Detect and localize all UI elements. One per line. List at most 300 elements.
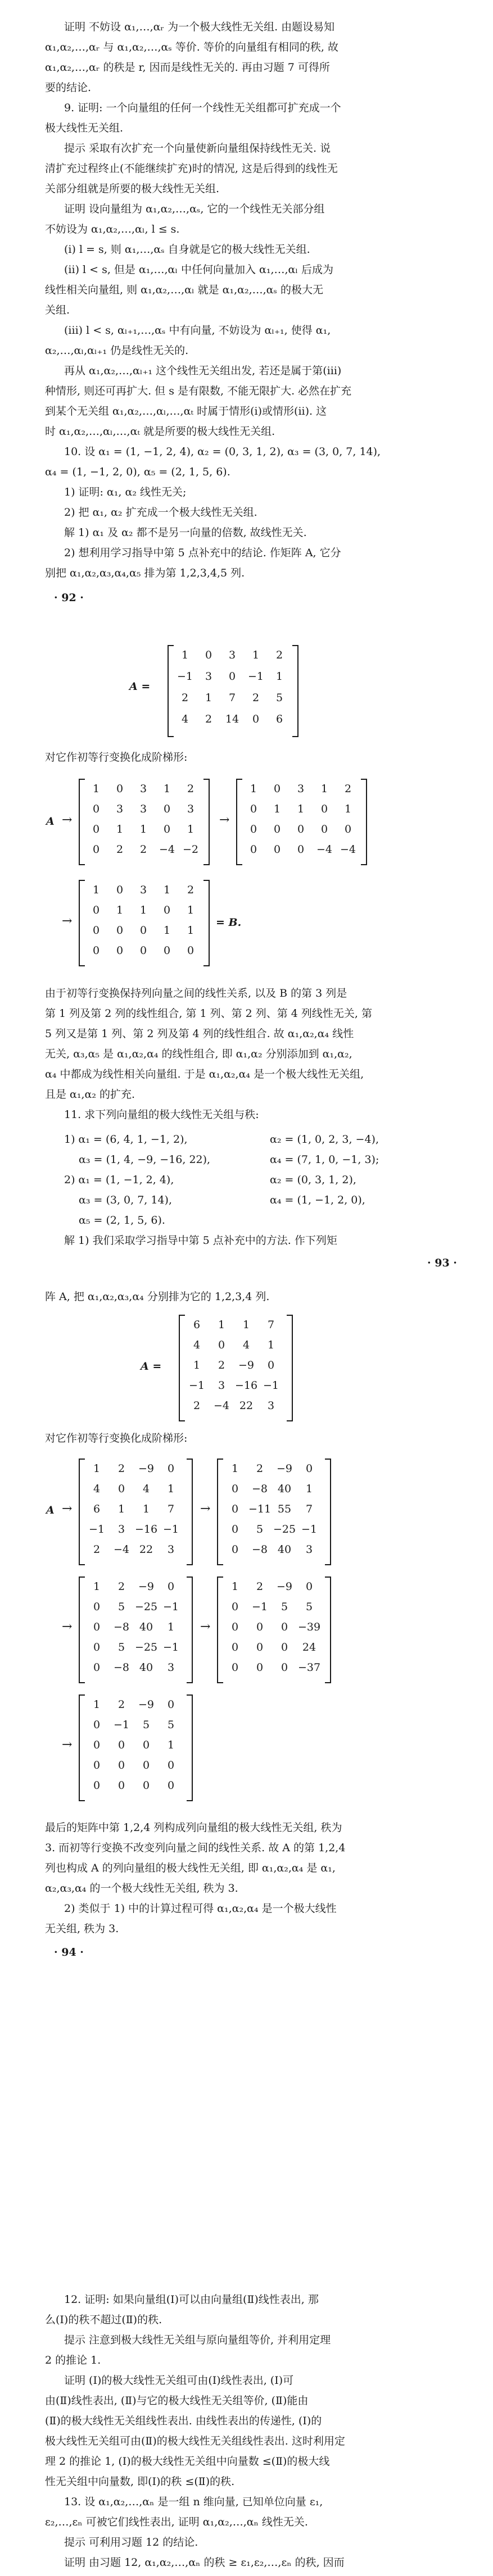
matrix-cell: 7 xyxy=(167,1503,175,1515)
matrix-cell: 1 xyxy=(205,692,212,704)
matrix-cell: −4 xyxy=(113,1543,129,1556)
matrix-A xyxy=(129,640,365,742)
matrix-cell: 1 xyxy=(231,1580,239,1593)
matrix-cell: 0 xyxy=(92,843,100,856)
matrix-cell: −11 xyxy=(248,1503,272,1515)
matrix-cell: 4 xyxy=(93,1483,101,1495)
matrix-cell: 1 xyxy=(92,884,100,896)
matrix-cell: 0 xyxy=(116,944,124,957)
matrix-cell: −16 xyxy=(234,1379,258,1392)
matrix-cell: 7 xyxy=(305,1503,313,1515)
matrix-cell: 0 xyxy=(250,803,257,815)
matrix-cell: −8 xyxy=(251,1543,268,1556)
matrix-label-A: A xyxy=(46,815,55,828)
arrow-icon: → xyxy=(62,914,73,928)
matrix-cell: 1 xyxy=(187,823,195,835)
text-line: 1) 证明: α₁, α₂ 线性无关; xyxy=(64,486,187,498)
matrix-cell: 2 xyxy=(218,1359,225,1371)
page-94-intro: 阵 A, 把 α₁,α₂,α₃,α₄ 分别排为它的 1,2,3,4 列. xyxy=(45,1291,270,1303)
matrix-cell: 1 xyxy=(167,1739,175,1751)
matrix-cell: 7 xyxy=(267,1319,275,1331)
matrix-cell: 0 xyxy=(231,1621,239,1633)
matrix-cell: 0 xyxy=(93,1779,101,1792)
matrix-cell: 0 xyxy=(187,944,195,957)
matrix-cell: −9 xyxy=(138,1462,154,1475)
text-line: (ii) l < s, 但是 α₁,…,αₗ 中任何向量加入 α₁,…,αₗ 后成为 xyxy=(64,263,334,276)
text-line: 解 1) α₁ 及 α₂ 都不是另一向量的倍数, 故线性无关. xyxy=(64,526,307,539)
matrix-cell: −4 xyxy=(159,843,175,856)
matrix-cell: 0 xyxy=(231,1483,239,1495)
matrix-cell: 1 xyxy=(163,783,171,795)
text-line: 理 2 的推论 1, (Ⅰ)的极大线性无关组中向量数 ≤(Ⅱ)的极大线 xyxy=(45,2455,330,2468)
problem-left: α₃ = (3, 0, 7, 14), xyxy=(79,1194,172,1206)
reduction-row-3 xyxy=(0,1691,493,1803)
right-bracket xyxy=(325,1577,331,1683)
matrix-cell: 0 xyxy=(117,1779,125,1792)
matrix-cell: 0 xyxy=(305,1462,313,1475)
matrix-cell: 2 xyxy=(344,783,352,795)
matrix-cell: 40 xyxy=(277,1543,292,1556)
problem-row xyxy=(0,1150,493,1170)
text-line: 不妨设为 α₁,α₂,…,αₗ, l ≤ s. xyxy=(45,223,180,235)
matrix-cell: 1 xyxy=(93,1698,101,1711)
text-line: α₁,α₂,…,αᵣ 的秩是 r, 因而是线性无关的. 再由习题 7 可得所 xyxy=(45,61,330,74)
matrix-cell: 1 xyxy=(163,884,171,896)
matrix-cell: 0 xyxy=(93,1719,101,1731)
text-line: α₄ = (1, −1, 2, 0), α₅ = (2, 1, 5, 6). xyxy=(45,466,230,478)
matrix-cell: 0 xyxy=(250,823,257,835)
text-line: 清扩充过程终止(不能继续扩充)时的情况, 这是后得到的线性无 xyxy=(45,162,338,175)
matrix-cell: −1 xyxy=(263,1379,279,1392)
right-bracket xyxy=(361,779,367,865)
matrix-cell: 2 xyxy=(117,1580,125,1593)
text-line: 证明 由习题 12, α₁,α₂,…,αₙ 的秩 ≥ ε₁,ε₂,…,εₙ 的秩, 因而 xyxy=(64,2556,345,2569)
matrix-cell: 0 xyxy=(273,843,281,856)
text-line: 13. 设 α₁,α₂,…,αₙ 是一组 n 维向量, 已知单位向量 ε₁, xyxy=(64,2496,323,2508)
arrow-icon: → xyxy=(62,813,73,827)
arrow-icon: → xyxy=(62,1502,73,1516)
matrix-cell: 4 xyxy=(242,1339,250,1351)
text-line: 由(Ⅱ)线性表出, (Ⅱ)与它的极大线性无关组等价, (Ⅱ)能由 xyxy=(45,2395,309,2407)
matrix-cell: −8 xyxy=(251,1483,268,1495)
problem-row xyxy=(0,1210,493,1230)
matrix-cell: −9 xyxy=(276,1462,292,1475)
matrix-cell: −1 xyxy=(188,1379,205,1392)
matrix-cell: 0 xyxy=(273,783,281,795)
matrix-cell: 0 xyxy=(163,823,171,835)
text-line: α₄ 中都成为线性相关向量组. 于是 α₁,α₂,α₄ 是一个极大线性无关组, xyxy=(45,1068,364,1080)
matrix-cell: 0 xyxy=(167,1698,175,1711)
matrix-cell: 3 xyxy=(167,1661,175,1674)
matrix-cell: 0 xyxy=(205,649,212,661)
matrix-cell: 2 xyxy=(181,692,189,704)
text-line: 无关组, 秩为 3. xyxy=(45,1923,119,1935)
matrix-cell: 2 xyxy=(117,1462,125,1475)
text-line: 且是 α₁,α₂ 的扩充. xyxy=(45,1088,135,1101)
problem-left: α₃ = (1, 4, −9, −16, 22), xyxy=(79,1153,211,1166)
matrix-cell: 0 xyxy=(297,843,305,856)
page-94-text xyxy=(0,1818,493,1939)
reduction-row-2 xyxy=(0,876,493,972)
arrow-icon: → xyxy=(62,1620,73,1634)
matrix-cell: −1 xyxy=(162,1523,179,1535)
problem-left: α₅ = (2, 1, 5, 6). xyxy=(79,1214,165,1226)
text-line: 11. 求下列向量组的极大线性无关组与秩: xyxy=(64,1108,259,1121)
matrix-cell: 7 xyxy=(228,692,236,704)
problem-left: 2) α₁ = (1, −1, 2, 4), xyxy=(64,1174,174,1186)
matrix-cell: 0 xyxy=(93,1759,101,1771)
matrix-cell: 5 xyxy=(167,1719,175,1731)
matrix-cell: 55 xyxy=(277,1503,292,1515)
text-line: 种情形, 则还可再扩大. 但 s 是有限数, 不能无限扩大. 必然在扩充 xyxy=(45,385,352,397)
matrix-cell: 2 xyxy=(252,692,260,704)
text-line: 关组. xyxy=(45,304,70,316)
matrix-cell: 0 xyxy=(231,1661,239,1674)
text-line: (iii) l < s, αₗ₊₁,…,αₛ 中有向量, 不妨设为 αₗ₊₁, 使得 α₁, xyxy=(64,324,331,337)
matrix-cell: 0 xyxy=(163,904,171,916)
text-line: 12. 证明: 如果向量组(Ⅰ)可以由向量组(Ⅱ)线性表出, 那 xyxy=(64,2293,319,2306)
matrix-cell: 0 xyxy=(92,904,100,916)
matrix-cell: 4 xyxy=(193,1339,201,1351)
matrix-cell: 1 xyxy=(167,1621,175,1633)
matrix-cell: 0 xyxy=(142,1739,150,1751)
matrix-cell: 2 xyxy=(187,884,195,896)
matrix-cell: 2 xyxy=(256,1580,264,1593)
matrix-cell: 0 xyxy=(93,1601,101,1613)
problem-right: α₂ = (1, 0, 2, 3, −4), xyxy=(270,1133,379,1146)
page-94 xyxy=(0,1287,493,1848)
matrix-cell: 0 xyxy=(305,1580,313,1593)
matrix-cell: −9 xyxy=(238,1359,254,1371)
matrix-cell: 0 xyxy=(93,1621,101,1633)
matrix-cell: 1 xyxy=(142,1503,150,1515)
matrix-cell: 0 xyxy=(231,1503,239,1515)
matrix-cell: 0 xyxy=(256,1641,264,1653)
page-93 xyxy=(0,640,493,1269)
matrix-cell: 4 xyxy=(181,713,189,725)
text-line: (Ⅱ)的极大线性无关组线性表出. 由线性表出的传递性, (Ⅰ)的 xyxy=(45,2415,322,2427)
matrix-cell: 0 xyxy=(142,1759,150,1771)
matrix-cell: 22 xyxy=(239,1400,254,1412)
matrix-cell: 0 xyxy=(252,713,260,725)
matrix-cell: −4 xyxy=(213,1400,229,1412)
text-line: 由于初等行变换保持列向量之间的线性关系, 以及 B 的第 3 列是 xyxy=(45,987,347,999)
problem-right: α₄ = (7, 1, 0, −1, 3); xyxy=(270,1153,379,1166)
matrix-cell: 1 xyxy=(163,924,171,937)
matrix-cell: −4 xyxy=(340,843,356,856)
page-93-text xyxy=(0,983,493,1125)
text-line: 别把 α₁,α₂,α₃,α₄,α₅ 排为第 1,2,3,4,5 列. xyxy=(45,567,245,579)
matrix-A-5x4 xyxy=(0,1311,493,1424)
text-line: 2) 想利用学习指导中第 5 点补充中的结论. 作矩阵 A, 它分 xyxy=(64,547,341,559)
matrix-cell: −1 xyxy=(301,1523,317,1535)
matrix-cell: 1 xyxy=(139,904,147,916)
matrix-cell: 1 xyxy=(231,1462,239,1475)
matrix-cell: 6 xyxy=(193,1319,201,1331)
matrix-cell: −25 xyxy=(134,1641,158,1653)
matrix-cell: −1 xyxy=(251,1601,268,1613)
matrix-cell: 1 xyxy=(267,1339,275,1351)
matrix-cell: 0 xyxy=(167,1462,175,1475)
text-line: 证明 不妨设 α₁,…,αᵣ 为一个极大线性无关组. 由题设易知 xyxy=(64,21,335,33)
matrix-cell: 3 xyxy=(205,670,212,683)
matrix-cell: 0 xyxy=(256,1621,264,1633)
page-number: · 93 · xyxy=(427,1257,457,1269)
text-line: 第 1 列及第 2 列的线性组合, 第 1 列、第 2 列、第 4 列线性无关, 第 xyxy=(45,1007,372,1020)
reduce-intro: 对它作初等行变换化成阶梯形: xyxy=(45,1432,188,1444)
matrix-cell: −1 xyxy=(162,1601,179,1613)
text-line: 提示 注意到极大线性无关组与原向量组等价, 并利用定理 xyxy=(64,2334,331,2346)
matrix-cell: −1 xyxy=(88,1523,105,1535)
matrix-cell: 0 xyxy=(92,924,100,937)
matrix-cell: −25 xyxy=(273,1523,296,1535)
text-line: 无关, α₃,α₅ 是 α₁,α₂,α₄ 的线性组合, 即 α₁,α₂ 分别添加到 α₁,α₂, xyxy=(45,1048,352,1060)
problem-row xyxy=(0,1170,493,1190)
matrix-cell: 3 xyxy=(228,649,236,661)
matrix-cell: 0 xyxy=(267,1359,275,1371)
matrix-cell: 0 xyxy=(117,1739,125,1751)
matrix-cell: 0 xyxy=(273,823,281,835)
matrix-cell: 0 xyxy=(297,823,305,835)
solution-line: 解 1) 我们采取学习指导中第 5 点补充中的方法. 作下列矩 xyxy=(64,1234,337,1247)
matrix-cell: 14 xyxy=(225,713,239,725)
matrix-cell: 0 xyxy=(116,884,124,896)
matrix-cell: 3 xyxy=(116,803,124,815)
page-number: · 94 · xyxy=(54,1946,84,1959)
matrix-cell: 1 xyxy=(193,1359,201,1371)
matrix-cell: 2 xyxy=(187,783,195,795)
matrix-cell: 1 xyxy=(242,1319,250,1331)
text-line: α₂,…,αₗ,αₗ₊₁ 仍是线性无关的. xyxy=(45,344,189,357)
matrix-cell: 1 xyxy=(252,649,260,661)
page-95 xyxy=(0,2289,493,2573)
matrix-cell: 0 xyxy=(167,1580,175,1593)
matrix-cell: 5 xyxy=(117,1641,125,1653)
matrix-cell: 2 xyxy=(93,1543,101,1556)
problem-row xyxy=(0,1129,493,1150)
matrix-cell: 1 xyxy=(93,1462,101,1475)
matrix-cell: 0 xyxy=(92,823,100,835)
text-line: 5 列又是第 1 列、第 2 列及第 4 列的线性组合. 故 α₁,α₂,α₄ 线性 xyxy=(45,1028,354,1040)
matrix-cell: 0 xyxy=(93,1641,101,1653)
matrix-cell: −16 xyxy=(134,1523,158,1535)
matrix-cell: 3 xyxy=(218,1379,225,1392)
matrix-cell: 1 xyxy=(117,1503,125,1515)
matrix-cell: 0 xyxy=(116,924,124,937)
matrix-cell: 2 xyxy=(205,713,212,725)
matrix-cell: 5 xyxy=(117,1601,125,1613)
text-line: 3. 而初等行变换不改变列向量之间的线性关系. 故 A 的第 1,2,4 xyxy=(45,1842,346,1854)
arrow-icon: → xyxy=(200,1502,211,1516)
page-number: · 92 · xyxy=(54,592,84,604)
matrix-cell: −37 xyxy=(297,1661,321,1674)
matrix-cell: 40 xyxy=(139,1621,153,1633)
right-bracket xyxy=(187,1459,193,1565)
matrix-cell: 5 xyxy=(256,1523,264,1535)
matrix-cell: 0 xyxy=(281,1661,288,1674)
text-line: 9. 证明: 一个向量组的任何一个线性无关组都可扩充成一个 xyxy=(64,102,341,114)
problem-left: 1) α₁ = (6, 4, 1, −1, 2), xyxy=(64,1133,188,1146)
right-bracket xyxy=(325,1459,331,1565)
matrix-label: A = xyxy=(141,1360,162,1373)
matrix-cell: 0 xyxy=(163,803,171,815)
text-line: 极大线性无关组可由(Ⅱ)的极大线性无关组线性表出. 这时利用定 xyxy=(45,2435,345,2447)
matrix-cell: 1 xyxy=(139,823,147,835)
matrix-cell: 0 xyxy=(218,1339,225,1351)
right-bracket xyxy=(187,1694,193,1801)
matrix-cell: 0 xyxy=(163,944,171,957)
right-bracket xyxy=(187,1577,193,1683)
text-line: 列也构成 A 的列向量组的极大线性无关组, 即 α₁,α₂,α₄ 是 α₁, xyxy=(45,1862,336,1874)
text-line: 到某个无关组 α₁,α₂,…,αₗ,…,αₜ 时属于情形(i)或情形(ii). 这 xyxy=(45,405,327,417)
page-94-tail xyxy=(0,1818,493,1962)
matrix-cell: 0 xyxy=(92,803,100,815)
matrix-cell: 0 xyxy=(320,823,328,835)
text-line: 要的结论. xyxy=(45,81,92,94)
matrix-label: A = xyxy=(129,680,151,693)
text-line: 10. 设 α₁ = (1, −1, 2, 4), α₂ = (0, 3, 1, 2), α₃ = (3, 0, 7, 14), xyxy=(64,446,381,458)
text-line: 2) 把 α₁, α₂ 扩充成一个极大线性无关组. xyxy=(64,506,257,519)
matrix-cell: 0 xyxy=(231,1641,239,1653)
matrix-cell: 2 xyxy=(117,1698,125,1711)
matrix-cell: −2 xyxy=(182,843,198,856)
matrix-cell: 3 xyxy=(167,1543,175,1556)
text-line: 么(Ⅰ)的秩不超过(Ⅱ)的秩. xyxy=(45,2314,162,2326)
problem-row xyxy=(0,1190,493,1210)
matrix-cell: −39 xyxy=(297,1621,321,1633)
matrix-cell: 1 xyxy=(305,1483,313,1495)
matrix-cell: 0 xyxy=(93,1661,101,1674)
matrix-cell: 0 xyxy=(167,1779,175,1792)
matrix-cell: 0 xyxy=(117,1759,125,1771)
matrix-cell: 1 xyxy=(250,783,257,795)
matrix-cell: 40 xyxy=(277,1483,292,1495)
matrix-cell: 1 xyxy=(181,649,189,661)
matrix-cell: −1 xyxy=(177,670,193,683)
matrix-cell: 1 xyxy=(297,803,305,815)
matrix-cell: 1 xyxy=(167,1483,175,1495)
text-line: 最后的矩阵中第 1,2,4 列构成列向量组的极大线性无关组, 秩为 xyxy=(45,1821,342,1834)
matrix-cell: −25 xyxy=(134,1601,158,1613)
problem-right: α₂ = (0, 3, 1, 2), xyxy=(270,1174,356,1186)
matrix-cell: 3 xyxy=(139,884,147,896)
right-bracket xyxy=(203,880,210,966)
matrix-cell: 1 xyxy=(187,904,195,916)
arrow-icon: → xyxy=(62,1738,73,1752)
matrix-cell: 1 xyxy=(187,924,195,937)
page-92 xyxy=(0,17,493,608)
matrix-cell: 0 xyxy=(320,803,328,815)
text-line: α₂,α₃,α₄ 的一个极大线性无关组, 秩为 3. xyxy=(45,1882,238,1894)
text-line: 线性相关向量组, 则 α₁,α₂,…,αₗ 就是 α₁,α₂,…,αₛ 的极大无 xyxy=(45,284,323,296)
matrix-cell: 6 xyxy=(93,1503,101,1515)
matrix-cell: 1 xyxy=(344,803,352,815)
right-bracket xyxy=(203,779,210,865)
page-95-text xyxy=(0,2289,493,2573)
matrix-cell: −9 xyxy=(138,1580,154,1593)
matrix-cell: 2 xyxy=(193,1400,201,1412)
text-line: 极大线性无关组. xyxy=(45,122,124,134)
matrix-cell: 0 xyxy=(93,1739,101,1751)
matrix-cell: 2 xyxy=(256,1462,264,1475)
text-line: (i) l = s, 则 α₁,…,αₛ 自身就是它的极大线性无关组. xyxy=(64,243,310,256)
matrix-cell: 22 xyxy=(139,1543,153,1556)
matrix-cell: 3 xyxy=(117,1523,125,1535)
matrix-cell: 0 xyxy=(117,1483,125,1495)
matrix-cell: 1 xyxy=(93,1580,101,1593)
matrix-cell: 2 xyxy=(275,649,283,661)
text-line: 证明 (Ⅰ)的极大线性无关组可由(Ⅰ)线性表出, (Ⅰ)可 xyxy=(64,2374,294,2387)
matrix-cell: 4 xyxy=(142,1483,150,1495)
matrix-cell: 3 xyxy=(267,1400,275,1412)
matrix-cell: 40 xyxy=(139,1661,153,1674)
matrix-cell: 0 xyxy=(256,1661,264,1674)
arrow-icon: → xyxy=(219,813,230,827)
matrix-cell: 0 xyxy=(231,1601,239,1613)
reduction-row-2 xyxy=(0,1573,493,1685)
right-bracket xyxy=(287,1315,293,1421)
matrix-cell: 0 xyxy=(142,1779,150,1792)
matrix-cell: 0 xyxy=(344,823,352,835)
matrix-cell: 0 xyxy=(116,783,124,795)
matrix-cell: −1 xyxy=(247,670,264,683)
arrow-icon: → xyxy=(200,1620,211,1634)
text-line: 时 α₁,α₂,…,αₗ,…,αₜ 就是所要的极大线性无关组. xyxy=(45,425,275,438)
matrix-cell: 5 xyxy=(305,1601,313,1613)
matrix-cell: 3 xyxy=(187,803,195,815)
matrix-label-A: A xyxy=(46,1504,55,1516)
matrix-cell: −1 xyxy=(113,1719,129,1731)
matrix-cell: 2 xyxy=(139,843,147,856)
matrix-cell: 1 xyxy=(320,783,328,795)
matrix-cell: −9 xyxy=(276,1580,292,1593)
matrix-cell: 0 xyxy=(250,843,257,856)
matrix-B-label: = B. xyxy=(216,916,242,929)
matrix-cell: 1 xyxy=(275,670,283,683)
matrix-cell: 0 xyxy=(231,1523,239,1535)
matrix-cell: −1 xyxy=(162,1641,179,1653)
matrix-cell: 0 xyxy=(139,944,147,957)
problem-11-list xyxy=(0,1129,493,1230)
matrix-cell: −9 xyxy=(138,1698,154,1711)
matrix-cell: 1 xyxy=(218,1319,225,1331)
matrix-cell: 3 xyxy=(297,783,305,795)
text-line: α₁,α₂,…,αᵣ 与 α₁,α₂,…,αₛ 等价. 等价的向量组有相同的秩, 故 xyxy=(45,41,338,53)
matrix-cell: 3 xyxy=(305,1543,313,1556)
matrix-cell: 2 xyxy=(116,843,124,856)
matrix-cell: 5 xyxy=(275,692,283,704)
matrix-cell: 3 xyxy=(139,783,147,795)
text-line: 证明 设向量组为 α₁,α₂,…,αₛ, 它的一个线性无关部分组 xyxy=(64,203,325,215)
text-line: 2) 类似于 1) 中的计算过程可得 α₁,α₂,α₄ 是一个极大线性 xyxy=(64,1902,337,1915)
right-bracket xyxy=(292,645,298,737)
matrix-cell: 0 xyxy=(228,670,236,683)
matrix-cell: −8 xyxy=(113,1621,129,1633)
matrix-cell: 0 xyxy=(92,944,100,957)
text-line: ε₂,…,εₙ 可被它们线性表出, 证明 α₁,α₂,…,αₙ 线性无关. xyxy=(45,2516,308,2528)
reduction-row-1 xyxy=(0,775,493,871)
matrix-cell: 0 xyxy=(231,1543,239,1556)
text-line: 关部分组就是所要的极大线性无关组. xyxy=(45,183,220,195)
text-line: 性无关组中向量数, 即(Ⅰ)的秩 ≤(Ⅱ)的秩. xyxy=(45,2475,235,2488)
page-92-text xyxy=(0,17,493,583)
matrix-cell: 24 xyxy=(302,1641,316,1653)
text-line: 2 的推论 1. xyxy=(45,2354,101,2366)
matrix-cell: 0 xyxy=(139,924,147,937)
reduction-row-1 xyxy=(0,1455,493,1568)
matrix-cell: 1 xyxy=(116,823,124,835)
matrix-cell: 6 xyxy=(275,713,283,725)
